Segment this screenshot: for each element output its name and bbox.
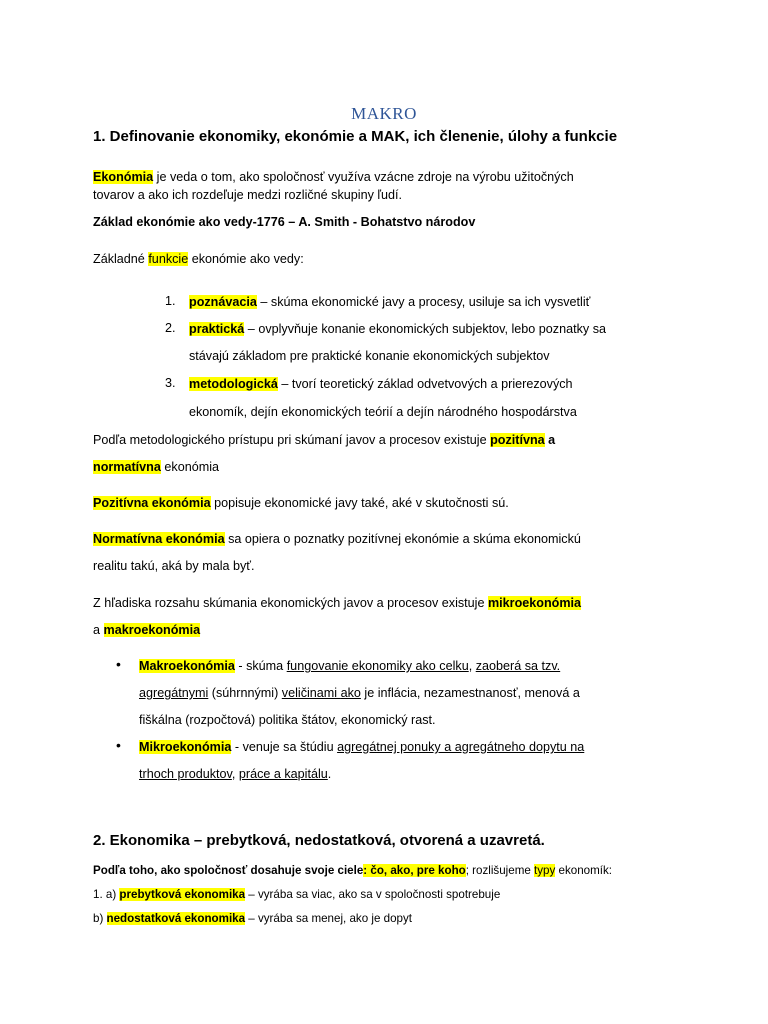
term-mikroekonomia: mikroekonómia xyxy=(487,596,582,610)
type-a-pre: 1. a) xyxy=(93,888,120,901)
macro-underline: agregátnymi xyxy=(139,686,209,700)
method-pre: Podľa metodologického prístupu pri skúmaní javov a procesov existuje xyxy=(93,433,491,447)
list-number: 3. xyxy=(165,376,176,390)
types-line xyxy=(93,862,612,880)
term-poznavacia: poznávacia xyxy=(189,295,257,309)
function-item xyxy=(189,320,606,338)
method-post: ekonómia xyxy=(160,460,219,474)
types-pre: Podľa toho, ako spoločnosť dosahuje svoje ciele xyxy=(93,864,364,877)
term-pozitivna-ekonomia: Pozitívna ekonómia xyxy=(93,496,211,510)
function-text: – tvorí teoretický základ odvetvových a prierezových xyxy=(277,377,573,391)
scope-line-2 xyxy=(93,621,200,639)
heading-1: 1. Definovanie ekonomiky, ekonómie a MAK, ich členenie, úlohy a funkcie xyxy=(93,128,618,145)
types-post: ekonomík: xyxy=(555,864,613,877)
micro-underline: trhoch produktov xyxy=(139,767,232,781)
term-prakticka: praktická xyxy=(189,322,245,336)
macro-line-2 xyxy=(139,684,580,702)
types-mid: ; rozlišujeme xyxy=(465,864,535,877)
list-number: 2. xyxy=(165,321,176,335)
micro-line-1 xyxy=(139,738,584,756)
document-title: MAKRO xyxy=(351,104,417,123)
term-co-ako-pre-koho: : čo, ako, pre koho xyxy=(363,864,466,877)
positive-line xyxy=(93,494,509,512)
macro-underline: zaoberá sa tzv. xyxy=(475,659,561,673)
term-ekonomia: Ekonómia xyxy=(93,170,154,184)
term-metodologicka: metodologická xyxy=(189,377,278,391)
intro-line-2: tovarov a ako ich rozdeľuje medzi rozličné skupiny ľudí. xyxy=(93,188,403,202)
micro-text: . xyxy=(327,767,332,781)
method-line-1 xyxy=(93,431,555,449)
macro-text: je inflácia, nezamestnanosť, menová a xyxy=(360,686,580,700)
method-line-2 xyxy=(93,458,219,476)
term-makro-bullet: Makroekonómia xyxy=(139,659,235,673)
normative-line-1 xyxy=(93,530,581,548)
function-item xyxy=(189,293,590,311)
function-text: – ovplyvňuje konanie ekonomických subjektov, lebo poznatky sa xyxy=(244,322,607,336)
type-b-text: – vyrába sa menej, ako je dopyt xyxy=(245,912,412,925)
macro-text: - skúma xyxy=(234,659,287,673)
macro-line-1 xyxy=(139,657,560,675)
basis-line: Základ ekonómie ako vedy-1776 – A. Smith - Bohatstvo národov xyxy=(93,215,476,229)
method-mid: a xyxy=(544,433,556,447)
term-funkcie: funkcie xyxy=(148,252,189,266)
function-text: – skúma ekonomické javy a procesy, usiluje sa ich vysvetliť xyxy=(256,295,591,309)
function-text-cont: ekonomík, dejín ekonomických teórií a dejín národného hospodárstva xyxy=(189,405,577,419)
term-nedostatkova: nedostatková ekonomika xyxy=(106,912,246,925)
functions-post: ekonómie ako vedy: xyxy=(188,252,304,266)
term-pozitivna: pozitívna xyxy=(490,433,545,447)
macro-text: , xyxy=(468,659,476,673)
positive-text: popisuje ekonomické javy také, aké v skutočnosti sú. xyxy=(210,496,509,510)
normative-text: sa opiera o poznatky pozitívnej ekonómie a skúma ekonomickú xyxy=(224,532,581,546)
normative-line-2: realitu takú, aká by mala byť. xyxy=(93,559,255,573)
macro-line-3: fiškálna (rozpočtová) politika štátov, ekonomický rast. xyxy=(139,713,436,727)
bullet-icon: • xyxy=(116,737,121,753)
type-b-pre: b) xyxy=(93,912,107,925)
type-b-line xyxy=(93,910,412,928)
micro-text: - venuje sa štúdiu xyxy=(231,740,338,754)
macro-underline: veličinami xyxy=(281,686,341,700)
micro-text: , xyxy=(231,767,239,781)
macro-text: (súhrnnými) xyxy=(208,686,282,700)
bullet-icon: • xyxy=(116,656,121,672)
scope-line-1 xyxy=(93,594,581,612)
scope-a: a xyxy=(93,623,104,637)
type-a-text: – vyrába sa viac, ako sa v spoločnosti spotrebuje xyxy=(245,888,501,901)
term-makroekonomia: makroekonómia xyxy=(103,623,201,637)
type-a-line xyxy=(93,886,500,904)
micro-line-2 xyxy=(139,765,331,783)
functions-intro xyxy=(93,250,304,268)
functions-pre: Základné xyxy=(93,252,149,266)
term-normativna: normatívna xyxy=(93,460,161,474)
macro-underline: fungovanie ekonomiky ako celku xyxy=(286,659,469,673)
term-normativna-ekonomia: Normatívna ekonómia xyxy=(93,532,225,546)
term-typy: typy xyxy=(534,864,556,877)
function-item xyxy=(189,375,573,393)
heading-2: 2. Ekonomika – prebytková, nedostatková, otvorená a uzavretá. xyxy=(93,832,545,849)
term-mikro-bullet: Mikroekonómia xyxy=(139,740,232,754)
intro-line-1 xyxy=(93,168,574,186)
micro-underline: práce a kapitálu xyxy=(238,767,328,781)
scope-pre: Z hľadiska rozsahu skúmania ekonomických javov a procesov existuje xyxy=(93,596,488,610)
function-text-cont: stávajú základom pre praktické konanie ekonomických subjektov xyxy=(189,349,550,363)
macro-underline: ako xyxy=(340,686,361,700)
intro-text: je veda o tom, ako spoločnosť využíva vzácne zdroje na výrobu užitočných xyxy=(153,170,574,184)
term-prebytkova: prebytková ekonomika xyxy=(119,888,246,901)
list-number: 1. xyxy=(165,294,176,308)
micro-underline: agregátnej ponuky a agregátneho dopytu na xyxy=(337,740,585,754)
